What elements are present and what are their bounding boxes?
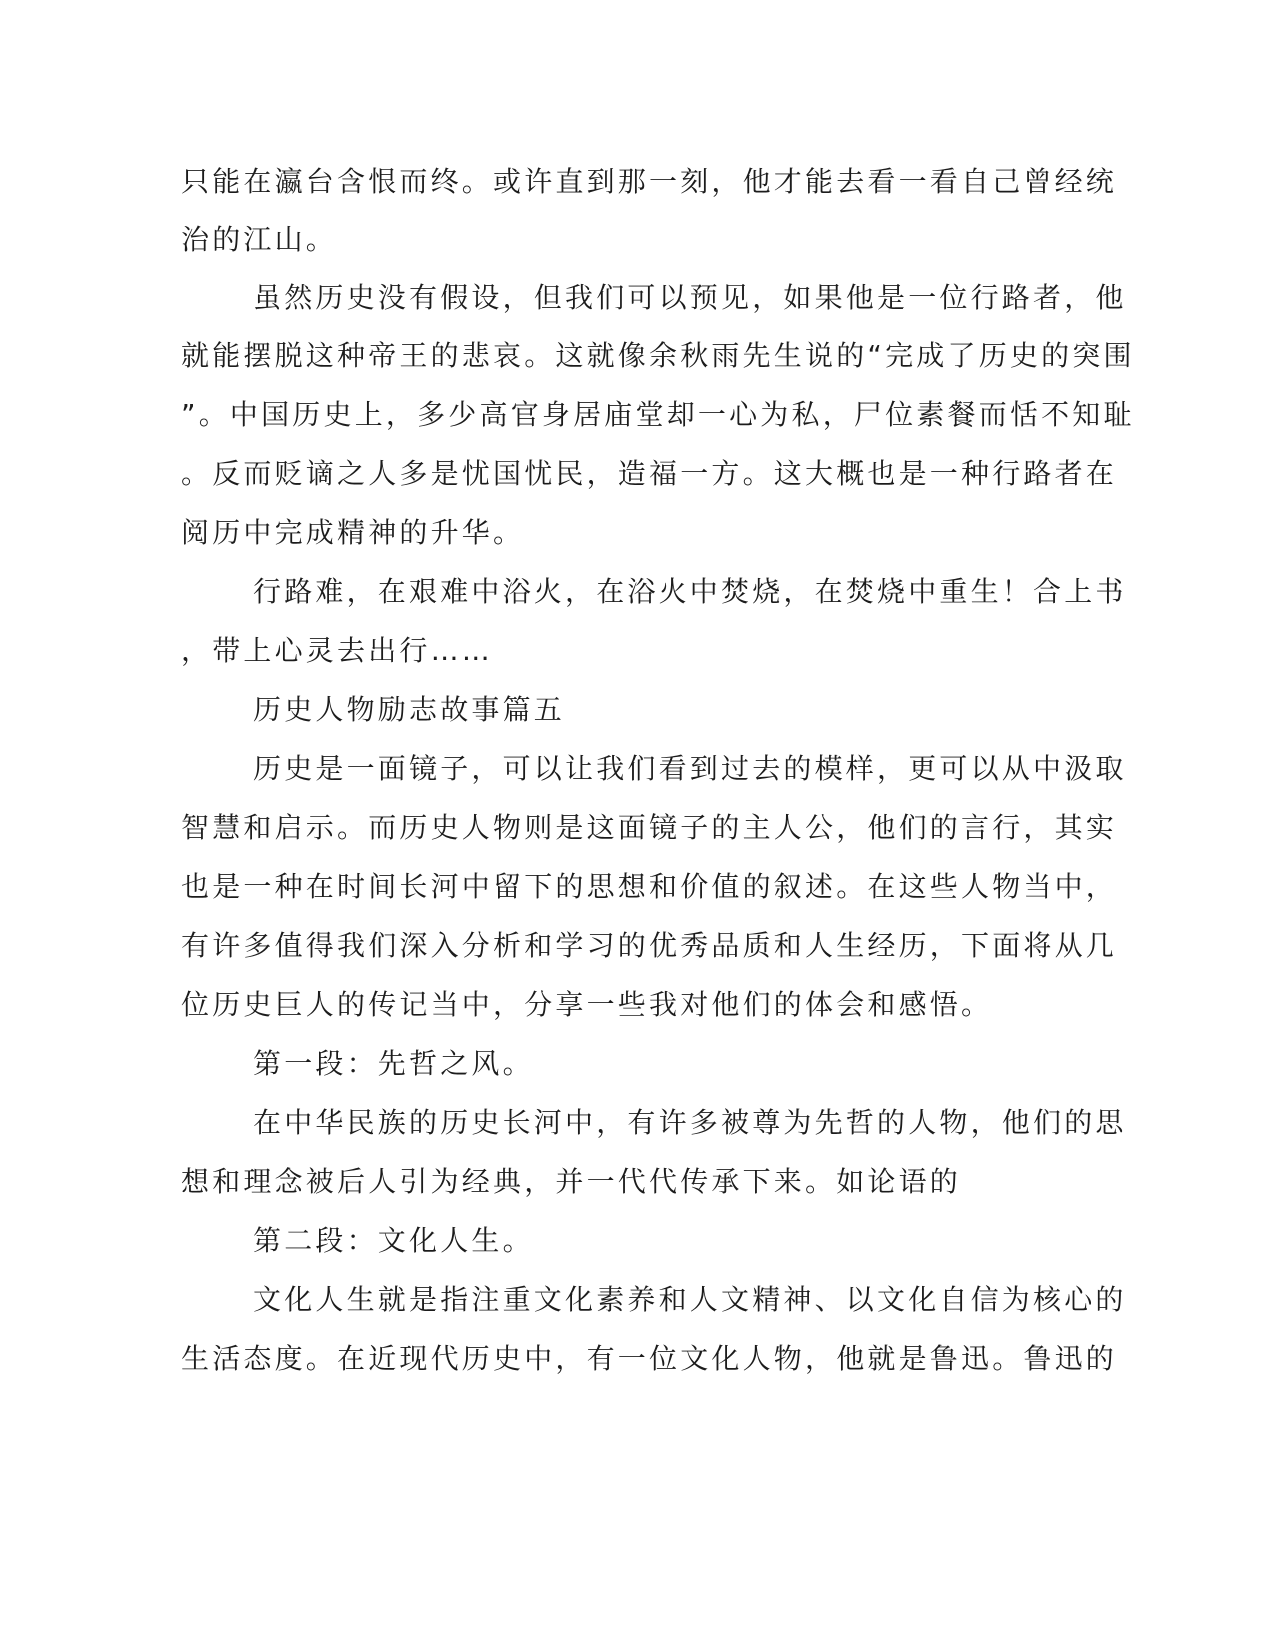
text-line: 位历史巨人的传记当中，分享一些我对他们的体会和感悟。 xyxy=(181,988,993,1021)
text-line: 有许多值得我们深入分析和学习的优秀品质和人生经历，下面将从几 xyxy=(181,929,1118,962)
text-line: 生活态度。在近现代历史中，有一位文化人物，他就是鲁迅。鲁迅的 xyxy=(181,1342,1118,1375)
text-line: 也是一种在时间长河中留下的思想和价值的叙述。在这些人物当中， xyxy=(181,870,1118,903)
text-line: 想和理念被后人引为经典，并一代代传承下来。如论语的 xyxy=(181,1165,962,1198)
text-line: 只能在瀛台含恨而终。或许直到那一刻，他才能去看一看自己曾经统 xyxy=(181,165,1118,198)
text-line: ，带上心灵去出行…… xyxy=(181,634,494,667)
text-line: 虽然历史没有假设，但我们可以预见，如果他是一位行路者，他 xyxy=(253,281,1127,314)
text-line: 智慧和启示。而历史人物则是这面镜子的主人公，他们的言行，其实 xyxy=(181,811,1118,844)
text-line: 治的江山。 xyxy=(181,223,338,256)
section-heading: 历史人物励志故事篇五 xyxy=(253,693,566,726)
text-line: 历史是一面镜子，可以让我们看到过去的模样，更可以从中汲取 xyxy=(253,752,1127,785)
text-line: 行路难，在艰难中浴火，在浴火中焚烧，在焚烧中重生！合上书 xyxy=(253,575,1127,608)
text-line: 在中华民族的历史长河中，有许多被尊为先哲的人物，他们的思 xyxy=(253,1106,1127,1139)
section-subheading: 第二段：文化人生。 xyxy=(253,1224,534,1257)
section-subheading: 第一段：先哲之风。 xyxy=(253,1047,534,1080)
text-line: 文化人生就是指注重文化素养和人文精神、以文化自信为核心的 xyxy=(253,1283,1127,1316)
text-line: 就能摆脱这种帝王的悲哀。这就像余秋雨先生说的“完成了历史的突围 xyxy=(181,339,1135,372)
text-line: 阅历中完成精神的升华。 xyxy=(181,516,525,549)
text-line: ”。中国历史上，多少高官身居庙堂却一心为私，尸位素餐而恬不知耻 xyxy=(181,398,1135,431)
text-line: 。反而贬谪之人多是忧国忧民，造福一方。这大概也是一种行路者在 xyxy=(181,457,1118,490)
